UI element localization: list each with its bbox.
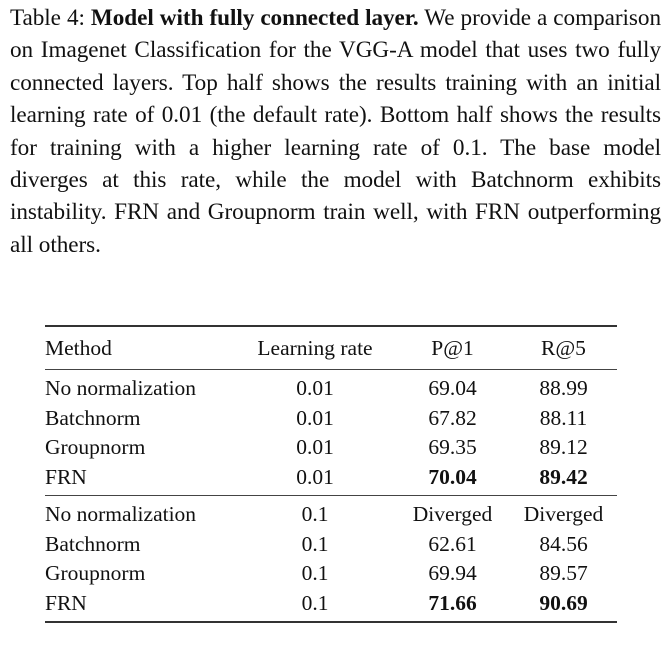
cell-p-at-1: 62.61: [428, 531, 477, 556]
cell-p-at-1-best: 71.66: [428, 590, 477, 615]
caption-body: We provide a comparison on Imagenet Classification for the VGG-A model that uses two fully connected layers. Top half shows the results training with an initial learning rate of 0.01 (the default rate). Bottom half shows the results for training with a higher learning rate of 0.1. The base model diverges at this rate, while the model with Batchnorm exhibits instability. FRN and Groupnorm train well, with FRN outperforming all others.: [10, 5, 661, 258]
cell-p-at-1: 69.94: [428, 561, 477, 585]
table-header-row: [45, 326, 617, 370]
cell-method: Groupnorm: [45, 435, 146, 459]
table-caption: [10, 2, 661, 261]
cell-learning-rate: 0.1: [301, 531, 329, 556]
header-r-at-5: R@5: [541, 336, 586, 360]
cell-method: FRN: [45, 464, 87, 489]
cell-p-at-1: 69.04: [428, 376, 477, 400]
results-table-container: [45, 325, 617, 623]
cell-learning-rate: 0.1: [301, 590, 329, 615]
cell-r-at-5: Diverged: [523, 502, 604, 526]
cell-learning-rate: 0.01: [296, 435, 334, 459]
table-row: [45, 433, 617, 463]
table-row: [45, 589, 617, 623]
caption-title: Model with fully connected layer.: [90, 5, 419, 31]
results-table: [45, 325, 617, 623]
cell-r-at-5: 89.12: [539, 435, 588, 459]
cell-method: Batchnorm: [45, 531, 141, 556]
table-row: [45, 496, 617, 530]
cell-learning-rate: 0.01: [296, 464, 334, 489]
cell-learning-rate: 0.1: [301, 502, 329, 526]
header-p-at-1: P@1: [431, 336, 474, 360]
cell-r-at-5: 88.99: [539, 376, 588, 400]
table-row: [45, 404, 617, 434]
cell-learning-rate: 0.1: [301, 561, 329, 585]
cell-method: Groupnorm: [45, 561, 146, 585]
cell-p-at-1: Diverged: [412, 502, 493, 526]
cell-method: No normalization: [45, 376, 197, 400]
cell-learning-rate: 0.01: [296, 376, 334, 400]
cell-r-at-5-best: 90.69: [539, 590, 588, 615]
table-group-lr-01: [45, 496, 617, 623]
cell-method: FRN: [45, 590, 87, 615]
table-row: [45, 463, 617, 496]
cell-method: No normalization: [45, 502, 197, 526]
cell-method: Batchnorm: [45, 405, 141, 430]
cell-p-at-1-best: 70.04: [428, 464, 477, 489]
cell-r-at-5: 89.57: [539, 561, 588, 585]
table-row: [45, 530, 617, 560]
cell-p-at-1: 67.82: [428, 405, 477, 430]
header-learning-rate: Learning rate: [257, 336, 373, 360]
table-group-lr-001: [45, 370, 617, 496]
cell-r-at-5-best: 89.42: [539, 464, 588, 489]
caption-label: Table 4:: [10, 5, 85, 31]
cell-p-at-1: 69.35: [428, 435, 477, 459]
table-row: [45, 370, 617, 404]
cell-r-at-5: 88.11: [539, 405, 588, 430]
table-row: [45, 559, 617, 589]
cell-learning-rate: 0.01: [296, 405, 334, 430]
cell-r-at-5: 84.56: [539, 531, 588, 556]
header-method: Method: [45, 336, 112, 360]
